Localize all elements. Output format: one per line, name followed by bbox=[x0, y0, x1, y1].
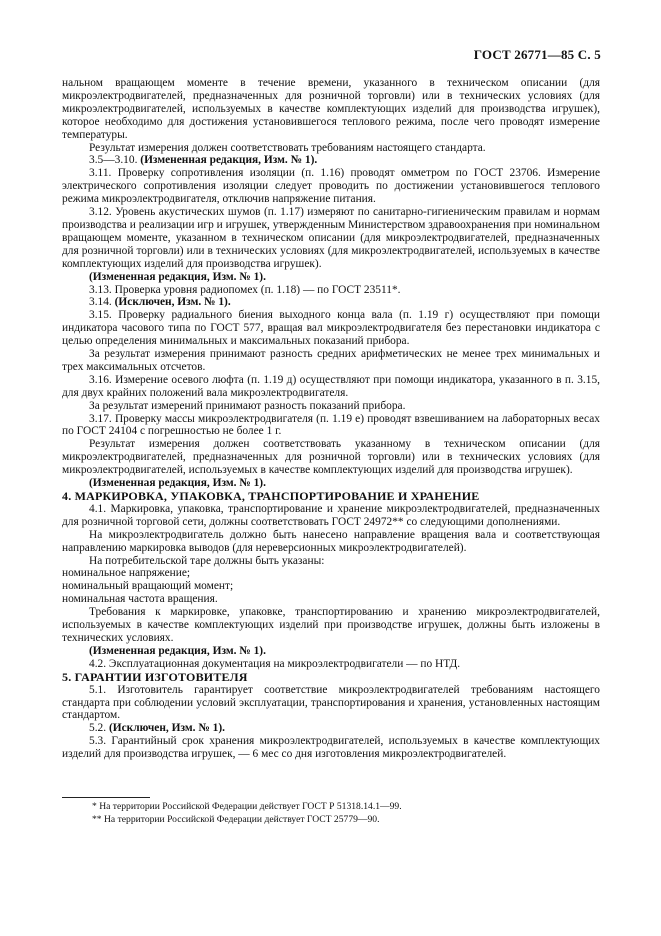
clause-3-12: 3.12. Уровень акустических шумов (п. 1.17) измеряют по санитарно-гигиеническим правилам и нормам производства и реализации игр и игрушек, утвержденным Министерством здравоохранения при номинальном вращающем моменте, указанном в техническом описании (для микроэлектродвигателей, предназначенных для розничной торговли) или в технических условиях (для микроэлектродвигателей, используемых в качестве комплектующих изделий для производства игрушек). bbox=[62, 206, 600, 270]
clause-3-15: 3.15. Проверку радиального биения выходного конца вала (п. 1.19 г) осуществляют при помощи индикатора часового типа по ГОСТ 577, вращая вал микроэлектродвигателя без перестановки индикатора с целью определения минимальных и максимальных показаний прибора. bbox=[62, 309, 600, 348]
amendment-text: (Измененная редакция, Изм. № 1). bbox=[140, 154, 318, 167]
footnote: * На территории Российской Федерации действует ГОСТ Р 51318.14.1—99. bbox=[92, 801, 402, 812]
paragraph: Результат измерения должен соответствовать требованиям настоящего стандарта. bbox=[89, 141, 486, 154]
paragraph: За результат измерения принимают разность средних арифметических не менее трех минимальных и трех максимальных отсчетов. bbox=[62, 348, 600, 373]
clause-4-1: 4.1. Маркировка, упаковка, транспортирование и хранение микроэлектродвигателей, предназначенных для розничной торговой сети, должны соответствовать ГОСТ 24972** со следующими дополнениями. bbox=[62, 502, 600, 528]
clause-3-16: 3.16. Измерение осевого люфта (п. 1.19 д) осуществляют при помощи индикатора, указанного в п. 3.15, для двух крайних положений вала микроэлектродвигателя. bbox=[62, 373, 600, 399]
amendment-note bbox=[62, 154, 600, 167]
paragraph: На потребительской таре должны быть указаны: bbox=[89, 554, 325, 567]
page-header: ГОСТ 26771—85 С. 5 bbox=[473, 47, 601, 62]
list-item: номинальная частота вращения. bbox=[62, 593, 218, 606]
clause-3-11: 3.11. Проверку сопротивления изоляции (п. 1.16) проводят омметром по ГОСТ 23706. Измерение электрического сопротивления изоляции следует проводить по достижении установившегося теплового режима микроэлектродвигателя, отключив напряжение питания. bbox=[62, 167, 600, 206]
amendment-note: (Измененная редакция, Изм. № 1). bbox=[89, 644, 266, 657]
clause-3-17: 3.17. Проверку массы микроэлектродвигателя (п. 1.19 е) проводят взвешиванием на лабораторных весах по ГОСТ 24104 с погрешностью не более 1 г. bbox=[62, 412, 600, 438]
footnote: ** На территории Российской Федерации действует ГОСТ 25779—90. bbox=[92, 813, 380, 825]
clause-3-14 bbox=[62, 296, 600, 309]
paragraph: Результат измерения должен соответствовать указанному в техническом описании (для микроэлектродвигателей, предназначенных для розничной торговли) или в технических условиях (для микроэлектродвигателей, используемых в качестве комплектующих изделий для производства игрушек). bbox=[62, 438, 600, 477]
paragraph: За результат измерений принимают разность показаний прибора. bbox=[89, 399, 406, 412]
paragraph: Требования к маркировке, упаковке, транспортированию и хранению микроэлектродвигателей, используемых в качестве комплектующих изделий при производстве игрушек, должны быть изложены в технических условиях. bbox=[62, 606, 600, 644]
paragraph: На микроэлектродвигатель должно быть нанесено направление вращения вала и соответствующая направлению маркировка выводов (для нереверсионных микроэлектродвигателей). bbox=[62, 528, 600, 554]
clause-number: 5.2. bbox=[89, 722, 107, 735]
amendment-text: (Исключен, Изм. № 1). bbox=[114, 296, 231, 309]
clause-4-2: 4.2. Эксплуатационная документация на микроэлектродвигатели — по НТД. bbox=[89, 657, 461, 670]
amendment-note: (Измененная редакция, Изм. № 1). bbox=[89, 477, 266, 490]
clause-5-1: 5.1. Изготовитель гарантирует соответствие микроэлектродвигателей требованиям настоящего стандарта при соблюдении условий эксплуатации, транспортирования и хранения, установленных настоящим стандартом. bbox=[62, 683, 600, 722]
amendment-note: (Измененная редакция, Изм. № 1). bbox=[89, 270, 266, 283]
clause-3-13: 3.13. Проверка уровня радиопомех (п. 1.18) — по ГОСТ 23511*. bbox=[89, 283, 401, 296]
clause-number: 3.5—3.10. bbox=[89, 154, 138, 167]
clause-5-2 bbox=[62, 722, 600, 735]
section-heading-5: 5. ГАРАНТИИ ИЗГОТОВИТЕЛЯ bbox=[62, 669, 248, 684]
footnote-divider bbox=[62, 797, 150, 798]
section-heading-4: 4. МАРКИРОВКА, УПАКОВКА, ТРАНСПОРТИРОВАНИЕ И ХРАНЕНИЕ bbox=[62, 489, 480, 503]
list-item: номинальный вращающий момент; bbox=[62, 580, 234, 593]
paragraph: нальном вращающем моменте в течение времени, указанного в техническом описании (для микроэлектродвигателей, предназначенных для розничной торговли) или в технических условиях (для микроэлектродвигателей, используемых в качестве комплектующих изделий для производства игрушек), которое необходимо для достижения установившегося теплового режима, после чего проводят измерение температуры. bbox=[62, 77, 600, 141]
document-body bbox=[62, 77, 600, 761]
clause-number: 3.14. bbox=[89, 296, 112, 309]
clause-5-3: 5.3. Гарантийный срок хранения микроэлектродвигателей, используемых в качестве комплектующих изделий для производства игрушек, — 6 мес со дня изготовления микроэлектродвигателей. bbox=[62, 735, 600, 761]
amendment-text: (Исключен, Изм. № 1). bbox=[108, 722, 225, 735]
footnotes bbox=[62, 797, 600, 826]
list-item: номинальное напряжение; bbox=[62, 567, 191, 580]
